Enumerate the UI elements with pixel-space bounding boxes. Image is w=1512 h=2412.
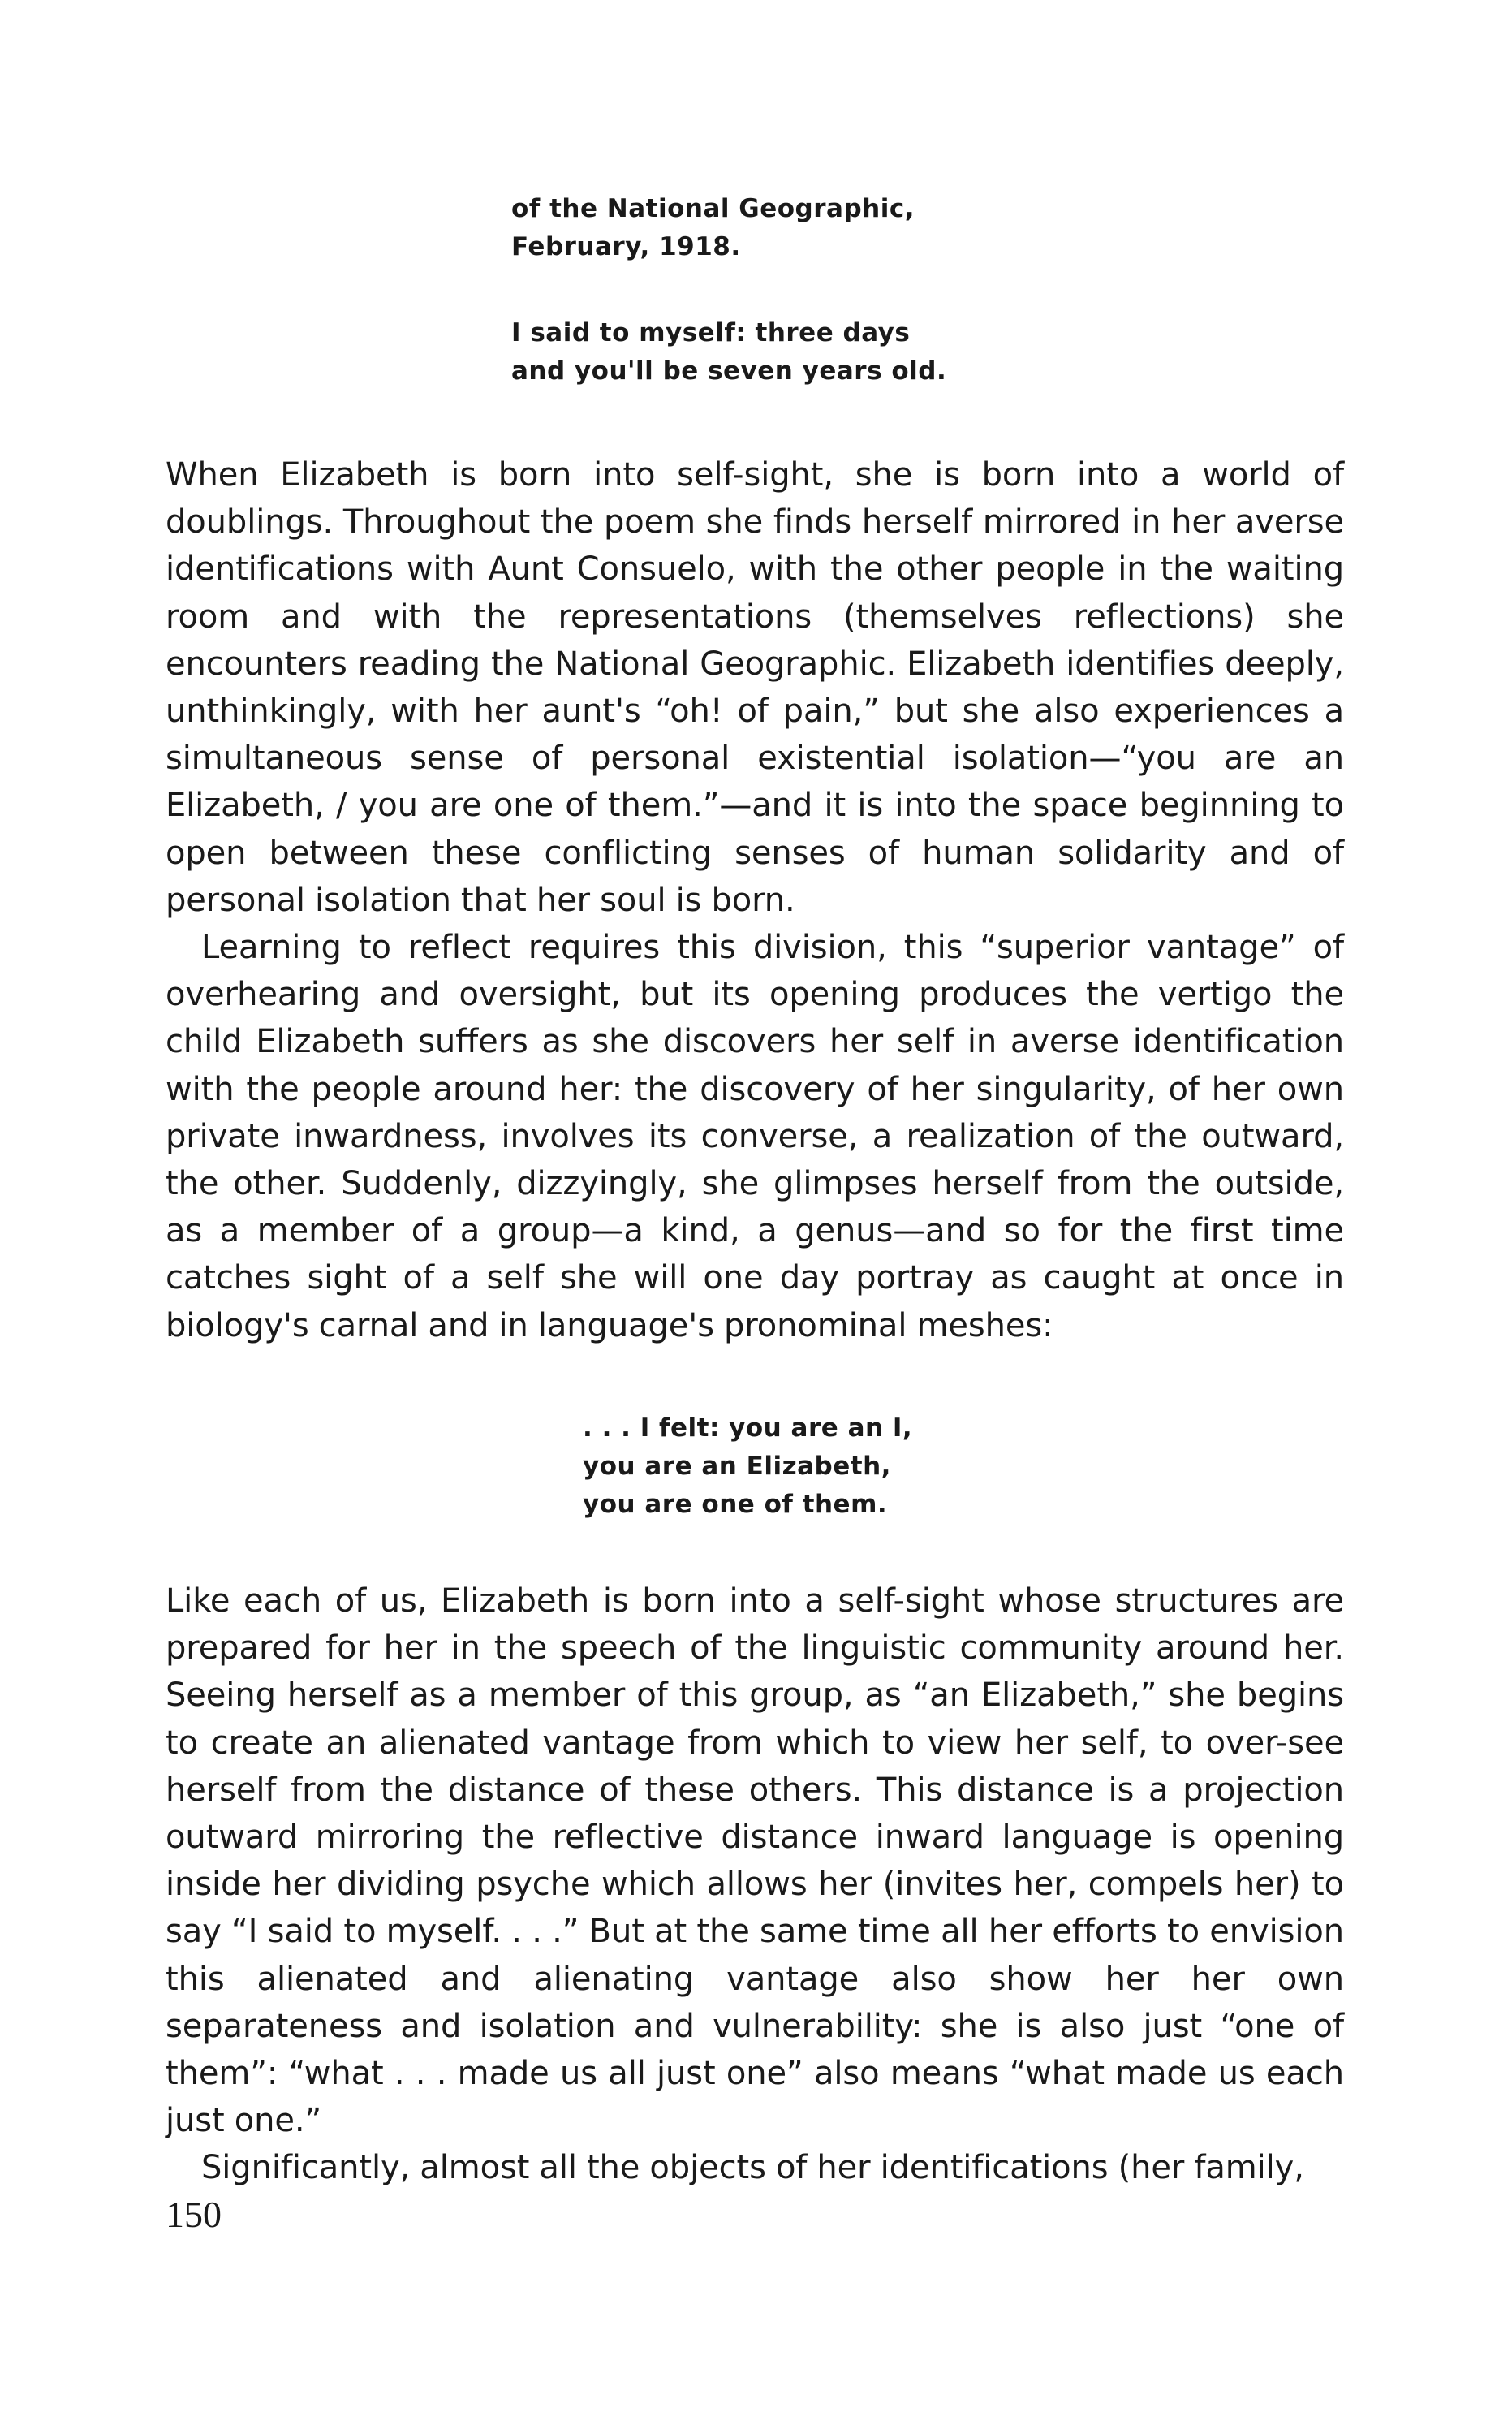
poem-line: . . . I felt: you are an I, xyxy=(583,1413,913,1443)
paragraph: When Elizabeth is born into self-sight, she is born into a world of doublings. Throughout the poem she finds herself mirrored in her averse identifications with Aunt Consuelo, with the other people in the waiting room and with the representations (themselves reflections) she encounters reading the National Geographic. Elizabeth identifies deeply, unthinkingly, with her aunt's “oh! of pain,” but she also experiences a simultaneous sense of personal existential isolation—“you are an Elizabeth, / you are one of them.”—and it is into the space beginning to open between these conflicting senses of human solidarity and of personal isolation that her soul is born. xyxy=(166,456,1344,919)
page-number: 150 xyxy=(166,2194,222,2235)
poem-line: February, 1918. xyxy=(511,232,741,261)
poem-excerpt-stanza-2 xyxy=(511,314,946,390)
poem-line: of the National Geographic, xyxy=(511,194,915,223)
paragraph: Learning to reflect requires this division, this “superior vantage” of overhearing and oversight, but its opening produces the vertigo the child Elizabeth suffers as she discovers her self in averse identification with the people around her: the discovery of her singularity, of her own private inwardness, involves its converse, a realization of the outward, the other. Suddenly, dizzyingly, she glimpses herself from the outside, as a member of a group—a kind, a genus—and so for the first time catches sight of a self she will one day portray as caught at once in biology's carnal and in language's pronominal meshes: xyxy=(166,929,1344,1344)
paragraph: Like each of us, Elizabeth is born into a self-sight whose structures are prepared for her in the speech of the linguistic community around her. Seeing herself as a member of this group, as “an Elizabeth,” she begins to create an alienated vantage from which to view her self, to over-see herself from the distance of these others. This distance is a projection outward mirroring the reflective distance inward language is opening inside her dividing psyche which allows her (invites her, compels her) to say “I said to myself. . . .” But at the same time all her efforts to envision this alienated and alienating vantage also show her her own separateness and isolation and vulnerability: she is also just “one of them”: “what . . . made us all just one” also means “what made us each just one.” xyxy=(166,1582,1344,2140)
poem-line: you are an Elizabeth, xyxy=(583,1452,891,1481)
body-text-block-1 xyxy=(166,451,1344,1349)
body-text-block-2 xyxy=(166,1577,1344,2192)
poem-excerpt-stanza-1 xyxy=(511,190,915,266)
poem-excerpt-middle xyxy=(583,1409,912,1524)
poem-line: you are one of them. xyxy=(583,1490,888,1519)
poem-line: and you'll be seven years old. xyxy=(511,356,947,386)
poem-line: I said to myself: three days xyxy=(511,318,911,347)
paragraph: Significantly, almost all the objects of her identifications (her family, xyxy=(201,2149,1304,2187)
